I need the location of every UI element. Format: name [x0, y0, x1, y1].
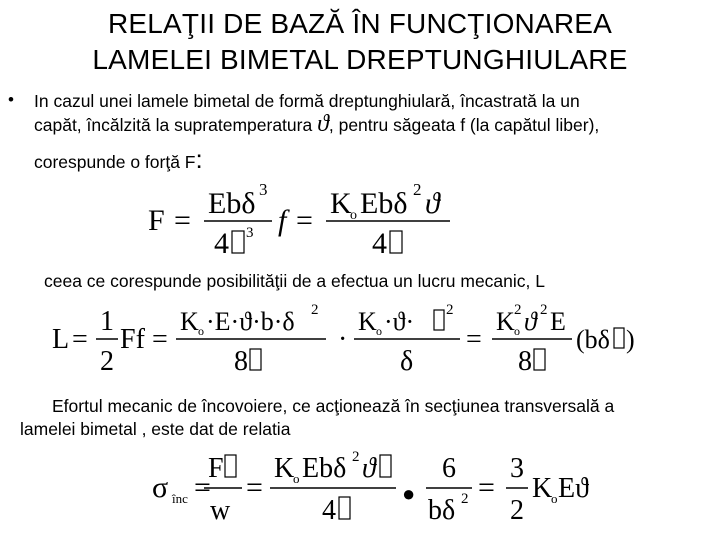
eq2-frac1-den: 8 [234, 346, 248, 377]
eq3-frac2-missing-glyph-box [380, 455, 391, 477]
paragraph-3-line-1: Efortul mecanic de încovoiere, ce acţionează în secţiunea transversală a [52, 396, 615, 416]
slide-title [0, 6, 720, 78]
eq3-sub: înc [172, 491, 188, 506]
eq3-equals-3: = [478, 471, 495, 504]
eq3-o: o [551, 491, 558, 506]
title-line-2: LAMELEI BIMETAL DREPTUNGHIULARE [92, 44, 628, 75]
eq3-K: K [532, 473, 553, 504]
theta-symbol: ϑ [317, 111, 329, 137]
eq2-Ff: Ff [120, 324, 145, 355]
eq2-frac3-o: o [514, 324, 520, 338]
equation-force [140, 175, 470, 265]
eq2-equals-3: = [466, 324, 482, 355]
eq3-frac2-exp: 2 [352, 449, 360, 465]
paragraph-1-line-3-text: corespunde o forţă F [34, 152, 196, 172]
eq3-bullet: ● [402, 481, 416, 506]
eq2-frac1-K: K [180, 307, 199, 336]
paragraph-1-line-2a: capăt, încălzită la supratemperatura [34, 115, 318, 135]
eq1-num2-theta: ϑ [425, 187, 440, 220]
eq2-dot: · [338, 324, 348, 355]
bullet-marker: • [8, 90, 14, 109]
eq1-equals: = [174, 204, 191, 237]
eq1-den2: 4 [372, 227, 387, 260]
eq2-frac2-o: o [376, 324, 382, 338]
eq3-equals-2: = [246, 471, 263, 504]
equation-stress [150, 445, 600, 535]
paragraph-1-line-2 [34, 113, 599, 136]
eq2-L: L [52, 324, 70, 355]
eq3-frac3-exp: 2 [461, 491, 469, 507]
eq2-frac2-den: δ [400, 346, 414, 377]
eq3-frac2-rest: Ebδ [302, 453, 347, 484]
eq1-equals-2: = [296, 204, 313, 237]
eq2-frac3-E: E [550, 307, 566, 336]
eq1-den1-missing-glyph-box [232, 231, 244, 253]
eq2-frac1-rest: ·E·ϑ·b·δ [206, 307, 295, 336]
paragraph-3-line-2: lamelei bimetal , este dat de relatia [20, 419, 291, 439]
eq2-frac3-K: K [496, 307, 515, 336]
eq1-den2-missing-glyph-box [390, 231, 402, 253]
eq3-tail: Eϑ [558, 473, 589, 504]
eq3-frac2-theta: ϑ [362, 453, 376, 484]
eq1-den1: 4 [214, 227, 229, 260]
equation-work [48, 298, 668, 383]
eq3-sigma: σ [152, 471, 169, 504]
eq1-F: F [148, 204, 165, 237]
eq2-half-num: 1 [100, 306, 114, 337]
eq2-frac1-exp: 2 [311, 302, 319, 318]
paragraph-2: ceea ce corespunde posibilităţii de a efectua un lucru mecanic, L [44, 271, 545, 291]
eq1-f: f [278, 204, 287, 237]
eq2-frac2-num-missing-glyph-box [434, 310, 444, 330]
eq2-paren-missing-glyph-box [614, 328, 624, 348]
eq3-frac1-missing-glyph-box [225, 455, 236, 477]
eq2-paren: (bδ [576, 325, 610, 354]
colon: : [195, 144, 203, 174]
eq2-frac3-den: 8 [518, 346, 532, 377]
eq2-frac1-o: o [198, 324, 204, 338]
eq1-num2-K: K [330, 187, 352, 220]
eq2-frac3-exp2: 2 [540, 302, 548, 318]
eq2-frac2-exp: 2 [446, 302, 454, 318]
paragraph-1-line-1: In cazul unei lamele bimetal de formă dreptunghiulară, încastrată la un [34, 91, 580, 111]
eq1-den1-exp: 3 [246, 225, 254, 241]
eq2-frac3-den-missing-glyph-box [534, 349, 545, 370]
eq2-equals-2: = [152, 324, 168, 355]
eq2-frac2-K: K [358, 307, 377, 336]
eq3-frac1-num: F [208, 453, 224, 484]
eq1-num2-exp: 2 [413, 180, 422, 199]
eq2-frac1-den-missing-glyph-box [250, 349, 261, 370]
eq3-equals: = [194, 471, 211, 504]
eq3-frac2-o: o [293, 471, 300, 486]
eq3-frac3-den: bδ [428, 495, 456, 526]
eq1-num2-o: o [350, 208, 357, 223]
eq3-frac4-num: 3 [510, 453, 524, 484]
eq3-frac2-den-missing-glyph-box [339, 497, 350, 519]
eq3-frac2-den: 4 [322, 495, 336, 526]
eq3-frac4-den: 2 [510, 495, 524, 526]
eq2-equals: = [72, 324, 88, 355]
eq2-frac2-rest: ·ϑ· [384, 307, 415, 336]
eq2-paren-close: ) [626, 325, 635, 354]
eq2-half-den: 2 [100, 346, 114, 377]
eq1-num1-exp: 3 [259, 180, 268, 199]
paragraph-1-line-2b: , pentru săgeata f (la capătul liber), [328, 115, 600, 135]
title-line-1: RELAŢII DE BAZĂ ÎN FUNCŢIONAREA [107, 8, 613, 39]
paragraph-1-line-3 [34, 144, 203, 174]
eq1-num2-rest: Ebδ [360, 187, 408, 220]
eq3-frac1-den: w [210, 495, 231, 526]
eq3-frac2-K: K [274, 453, 295, 484]
eq2-frac3-theta: ϑ [524, 307, 537, 336]
eq2-frac3-exp1: 2 [514, 302, 522, 318]
eq3-frac3-num: 6 [442, 453, 456, 484]
eq1-num1: Ebδ [208, 187, 256, 220]
